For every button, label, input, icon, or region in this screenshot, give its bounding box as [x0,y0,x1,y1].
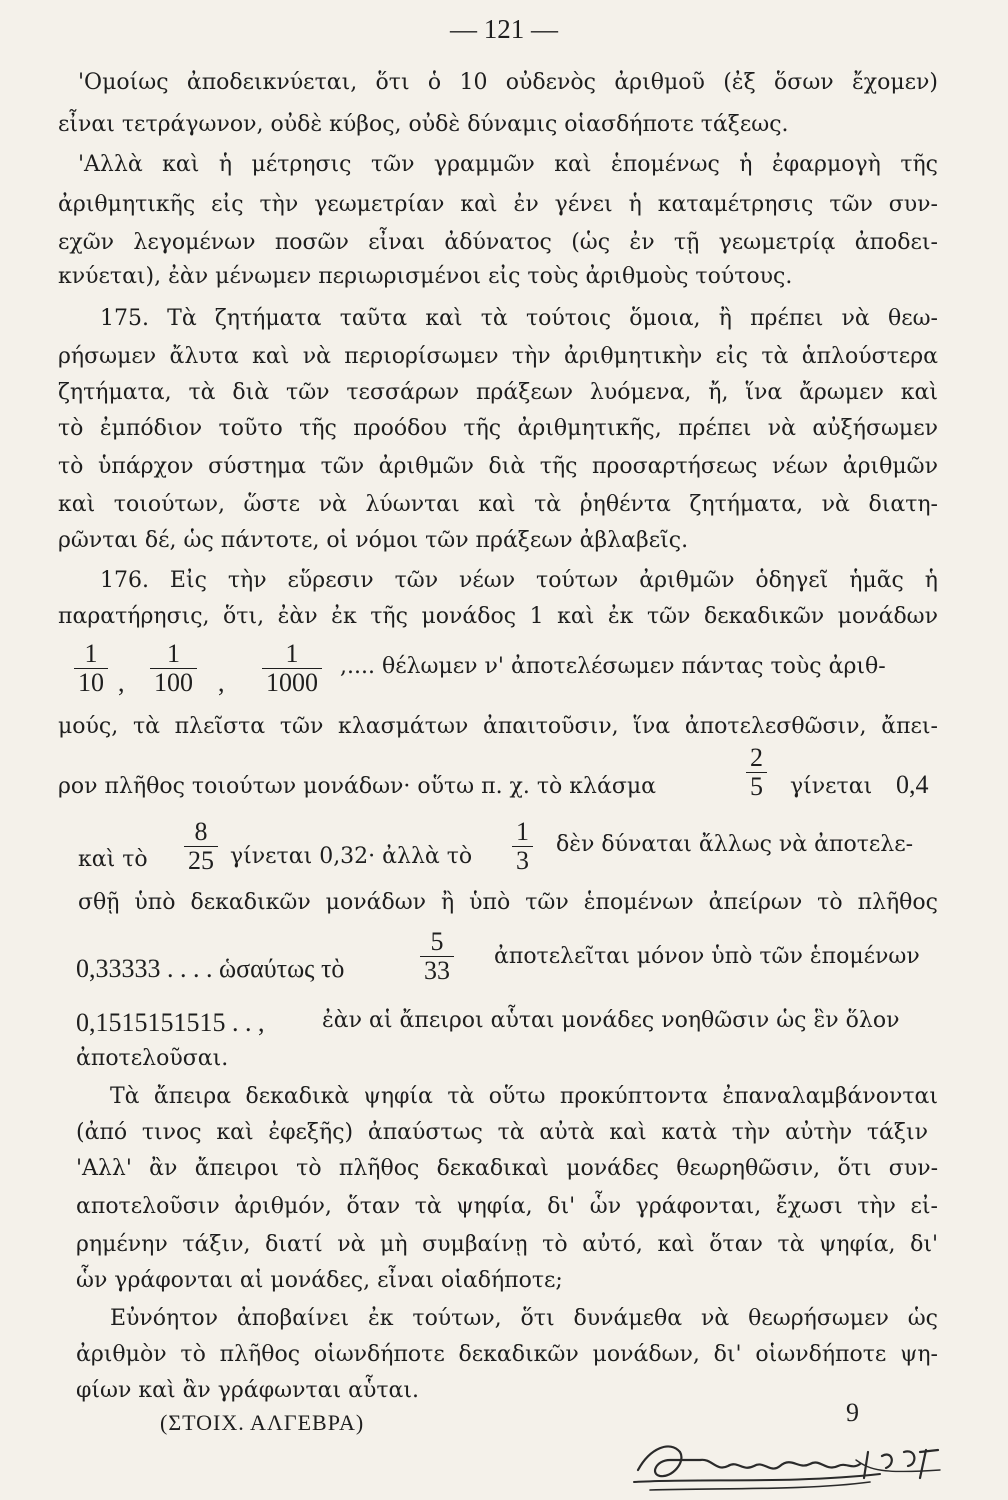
comma: , [218,668,225,697]
text-line: παρατήρησις, ὅτι, ἐὰν ἐκ τῆς μονάδος 1 καὶ ἐκ τῶν δεκαδικῶν μονάδων [58,604,938,629]
text-line: 'Ομοίως ἀποδεικνύεται, ὅτι ὁ 10 οὐδενὸς ἀριθμοῦ (ἐξ ὅσων ἔχομεν) [78,70,938,95]
book-footer: (ΣΤΟΙΧ. ΑΛΓΕΒΡΑ) [160,1410,365,1435]
text-line: ἀριθμὸν τὸ πλῆθος οἱωνδήποτε δεκαδικῶν μονάδων, δι' οἱωνδήποτε ψη- [76,1342,938,1367]
text-word: καὶ τὸ [78,847,148,872]
text-line: μούς, τὰ πλεῖστα τῶν κλασμάτων ἀπαιτοῦσιν, ἵνα ἀποτελεσθῶσιν, ἄπει- [58,714,938,739]
decimal-value: 0,1515151515 . . , [76,1008,265,1037]
text-line: τὸ ὑπάρχον σύστημα τῶν ἀριθμῶν διὰ τῆς προσαρτήσεως νέων ἀριθμῶν [58,454,938,479]
text-line: (ἀπό τινος καὶ ἐφεξῆς) ἀπαύστως τὰ αὐτὰ καὶ κατὰ τὴν αὐτὴν τάξιν [76,1120,928,1145]
fraction-8-25: $\frac{8}{25}$ [184,818,218,875]
text-line: ἐὰν αἱ ἄπειροι αὗται μονάδες νοηθῶσιν ὡς ἓν ὅλον [322,1008,900,1033]
text-line: εἶναι τετράγωνον, οὐδὲ κύβος, οὐδὲ δύναμις οἱασδήποτε τάξεως. [58,112,789,137]
text-line: ζητήματα, τὰ διὰ τῶν τεσσάρων πράξεων λυόμενα, ἤ, ἵνα ἄρωμεν καὶ [58,380,938,405]
comma: , [118,668,125,697]
text-word: γίνεται [790,774,873,799]
fraction-1-100: $\frac{1}{100}$ [150,640,197,697]
text-line: ἀριθμητικῆς εἰς τὴν γεωμετρίαν καὶ ἐν γένει ἡ καταμέτρησις τῶν συν- [58,192,938,217]
text-line: 'Αλλὰ καὶ ἡ μέτρησις τῶν γραμμῶν καὶ ἑπομένως ἡ ἐφαρμογὴ τῆς [78,152,938,177]
decimal-value: 0,4 [896,770,929,799]
text-line: ἀποτελοῦσαι. [76,1046,229,1071]
text-line: Εὐνόητον ἀποβαίνει ἐκ τούτων, ὅτι δυνάμεθα νὰ θεωρήσωμεν ὡς [110,1306,938,1331]
signature-number: 9 [846,1398,859,1427]
text-line: καὶ τοιούτων, ὥστε νὰ λύωνται καὶ τὰ ῥηθέντα ζητήματα, νὰ διατη- [58,492,938,517]
handwritten-signature [620,1430,960,1496]
fraction-1-3: $\frac{1}{3}$ [512,818,533,875]
text-line: ρον πλῆθος τοιούτων μονάδων· οὕτω π. χ. τὸ κλάσμα [58,774,657,799]
fraction-5-33: $\frac{5}{33}$ [420,928,454,985]
text-line: ἀποτελεῖται μόνον ὑπὸ τῶν ἑπομένων [494,944,920,969]
text-line: Τὰ ἄπειρα δεκαδικὰ ψηφία τὰ οὕτω προκύπτοντα ἐπαναλαμβάνονται [110,1084,938,1109]
text-line: 'Αλλ' ἂν ἄπειροι τὸ πλῆθος δεκαδικαὶ μονάδες θεωρηθῶσιν, ὅτι συν- [76,1156,938,1181]
text-line: γίνεται 0,32· ἀλλὰ τὸ [230,844,473,869]
text-line: ρήσωμεν ἄλυτα καὶ νὰ περιορίσωμεν τὴν ἀριθμητικὴν εἰς τὰ ἁπλούστερα [58,344,938,369]
text-line: ὧν γράφονται αἱ μονάδες, εἶναι οἱαδήποτε; [76,1268,563,1293]
text-line: φίων καὶ ἂν γράφωνται αὗται. [76,1378,419,1403]
text-line: εχῶν λεγομένων ποσῶν εἶναι ἀδύνατος (ὡς ἐν τῇ γεωμετρίᾳ ἀποδει- [58,230,938,255]
text-line: αποτελοῦσιν ἀριθμόν, ὅταν τὰ ψηφία, δι' ὧν γράφονται, ἔχωσι τὴν εἰ- [76,1194,938,1219]
page-number: — 121 — [450,14,558,44]
section-176-line: 176. Εἰς τὴν εὕρεσιν τῶν νέων τούτων ἀριθμῶν ὁδηγεῖ ἡμᾶς ἡ [100,568,938,593]
text-line: τὸ ἐμπόδιον τοῦτο τῆς προόδου τῆς ἀριθμητικῆς, πρέπει νὰ αὐξήσωμεν [58,416,938,441]
fraction-1-1000: $\frac{1}{1000}$ [262,640,322,697]
text-line: σθῇ ὑπὸ δεκαδικῶν μονάδων ἢ ὑπὸ τῶν ἑπομένων ἀπείρων τὸ πλῆθος [78,890,938,915]
section-175-line: 175. Τὰ ζητήματα ταῦτα καὶ τὰ τούτοις ὅμοια, ἢ πρέπει νὰ θεω- [100,306,938,331]
text-line: κνύεται), ἐὰν μένωμεν περιωρισμένοι εἰς τοὺς ἀριθμοὺς τούτους. [58,264,793,289]
text-line: 0,33333 . . . . ὡσαύτως τὸ [76,954,345,983]
text-line: δὲν δύναται ἄλλως νὰ ἀποτελε- [556,832,914,857]
text-line: ρημένην τάξιν, διατί νὰ μὴ συμβαίνῃ τὸ αὐτό, καὶ ὅταν τὰ ψηφία, δι' [76,1232,938,1257]
text-line: ρῶνται δέ, ὡς πάντοτε, οἱ νόμοι τῶν πράξεων ἀβλαβεῖς. [58,528,689,553]
fraction-2-5: $\frac{2}{5}$ [746,744,767,801]
text-line: ,.... θέλωμεν ν' ἀποτελέσωμεν πάντας τοὺς ἀριθ- [340,654,886,679]
fraction-1-10: $\frac{1}{10}$ [74,640,108,697]
